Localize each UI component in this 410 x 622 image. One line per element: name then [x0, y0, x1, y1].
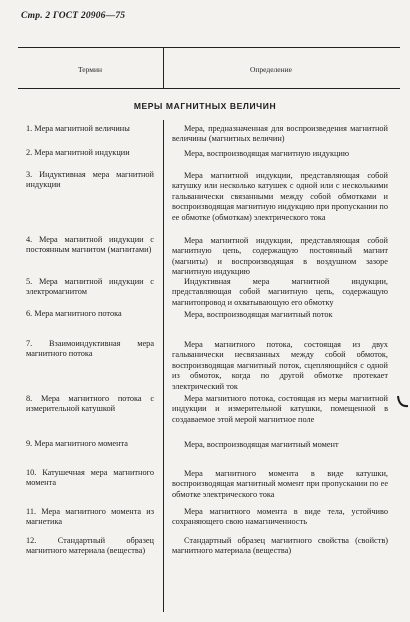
definition-text: Мера магнитного потока, состоящая из меры магнитной индукции и измерительной катушки, помещенной в создаваемое этой мерой магнитное поле [172, 394, 388, 424]
header-column-divider [163, 47, 164, 88]
term-text: 12. Стандартный образец магнитного материала (вещества) [26, 536, 154, 556]
definition-entry [172, 394, 388, 425]
definition-text: Мера магнитного момента в виде тела, устойчиво сохраняющего свою намагниченность [172, 507, 388, 527]
body-column-divider [163, 120, 164, 612]
term-entry [26, 439, 154, 449]
term-text: 10. Катушечная мера магнитного момента [26, 468, 154, 488]
header-bottom-rule [18, 88, 400, 89]
term-text: 9. Мера магнитного момента [26, 439, 128, 448]
term-entry [26, 536, 154, 557]
term-text: 11. Мера магнитного момента из магнетика [26, 507, 154, 527]
column-header-definition: Определение [250, 65, 292, 74]
term-entry [26, 170, 154, 191]
term-entry [26, 277, 154, 298]
definition-text: Индуктивная мера магнитной индукции, представляющая собой магнитную цепь, содержащую магнитопровод и охватывающую его обмотку [172, 277, 388, 307]
term-text: 1. Мера магнитной величины [26, 124, 130, 133]
term-text: 8. Мера магнитного потока с измерительной катушкой [26, 394, 154, 414]
term-entry [26, 309, 154, 319]
term-text: 7. Взаимоиндуктивная мера магнитного потока [26, 339, 154, 359]
term-entry [26, 468, 154, 489]
table-top-rule [18, 47, 400, 48]
definition-entry [172, 149, 388, 159]
definition-entry [172, 469, 388, 500]
definition-text: Мера магнитной индукции, представляющая собой магнитную цепь, содержащую постоянный магнит (магниты) и воспроизводящая в воздушном зазоре магнитную индукцию [172, 236, 388, 277]
term-entry [26, 507, 154, 528]
term-text: 3. Индуктивная мера магнитной индукции [26, 170, 154, 190]
definition-text: Мера магнитного потока, состоящая из двух гальванически несвязанных между собой обмоток, воспроизводящая магнитный поток, сцепляющийся с одной из обмоток, когда по другой обмотке протекает электрический ток [172, 340, 388, 391]
term-text: 2. Мера магнитной индукции [26, 148, 130, 157]
term-entry [26, 148, 154, 158]
definition-entry [172, 171, 388, 223]
definition-text: Мера магнитного момента в виде катушки, воспроизводящая магнитный момент при пропускании по ее обмотке электрического тока [172, 469, 388, 499]
definition-entry [172, 124, 388, 145]
definition-text: Мера, предназначенная для воспроизведения магнитной величины (магнитных величин) [172, 124, 388, 144]
term-entry [26, 124, 154, 134]
section-title: МЕРЫ МАГНИТНЫХ ВЕЛИЧИН [133, 101, 277, 111]
term-entry [26, 394, 154, 415]
definition-entry [172, 277, 388, 308]
definition-entry [172, 310, 388, 320]
definition-text: Мера магнитной индукции, представляющая собой катушку или несколько катушек с одной или с несколькими гальванически связанными между собой обмотками и воспроизводящая магнитную индукцию при пропускании по ее обмотке (обмоткам) электрического тока [172, 171, 388, 222]
definition-text: Мера, воспроизводящая магнитный поток [184, 310, 333, 319]
column-header-term: Термин [78, 65, 103, 74]
term-text: 5. Мера магнитной индукции с электромагнитом [26, 277, 154, 297]
term-text: 4. Мера магнитной индукции с постоянным магнитом (магнитами) [26, 235, 154, 255]
definition-entry [172, 440, 388, 450]
definition-entry [172, 236, 388, 278]
term-text: 6. Мера магнитного потока [26, 309, 122, 318]
page-header: Стр. 2 ГОСТ 20906—75 [21, 11, 126, 21]
margin-bracket-mark [397, 394, 409, 410]
term-entry [26, 235, 154, 256]
definition-entry [172, 536, 388, 557]
term-entry [26, 339, 154, 360]
definition-text: Мера, воспроизводящая магнитный момент [184, 440, 339, 449]
definition-entry [172, 340, 388, 392]
definition-text: Стандартный образец магнитного свойства (свойств) магнитного материала (вещества) [172, 536, 388, 556]
definition-entry [172, 507, 388, 528]
definition-text: Мера, воспроизводящая магнитную индукцию [184, 149, 350, 158]
